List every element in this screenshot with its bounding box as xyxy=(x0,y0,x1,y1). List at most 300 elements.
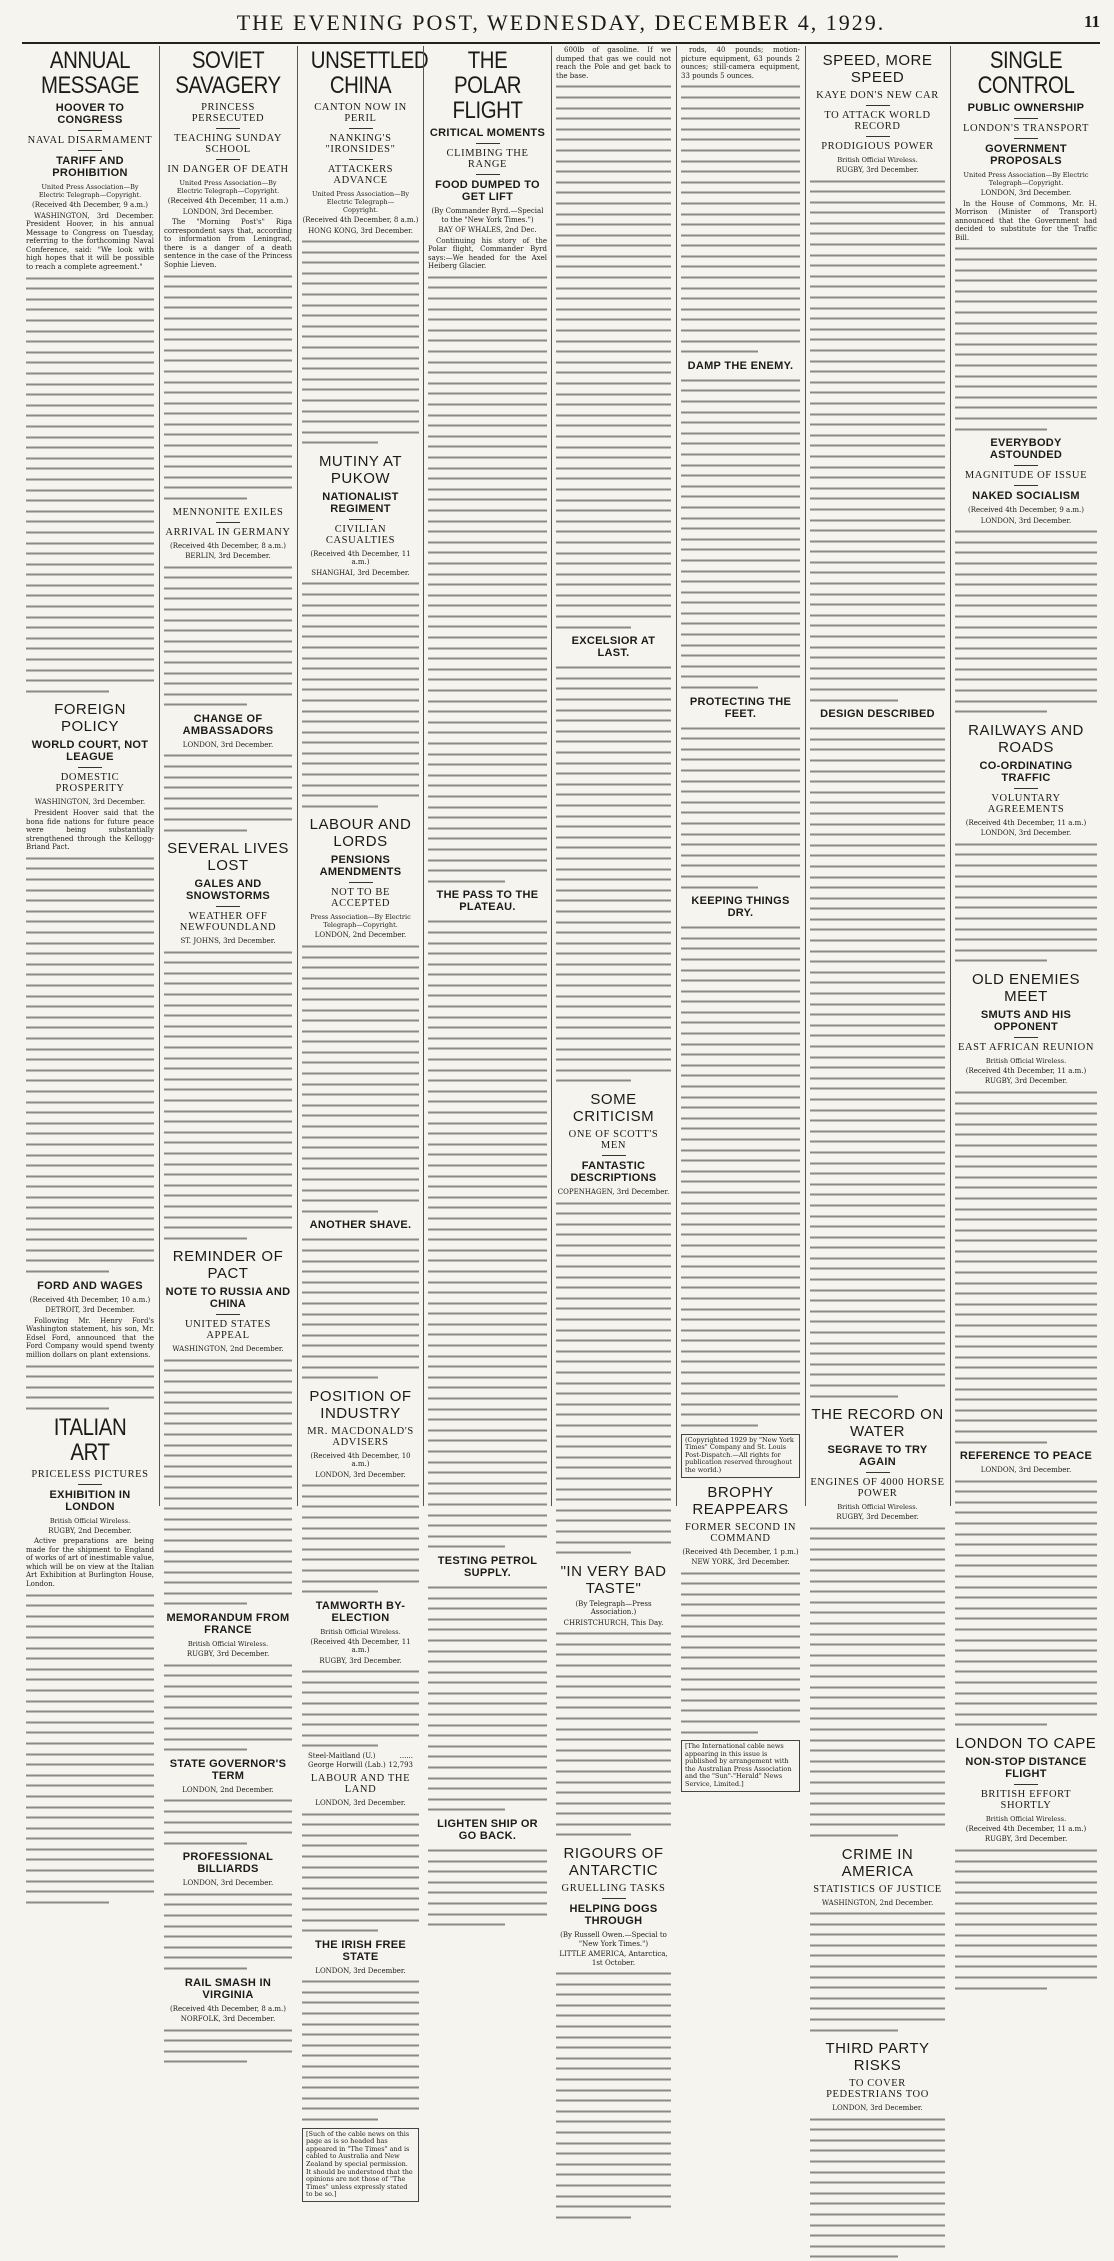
text-line xyxy=(164,420,292,429)
section-head: SOME CRITICISM xyxy=(572,1091,655,1125)
text-line xyxy=(164,1234,247,1243)
text-line xyxy=(26,1644,154,1653)
text-line xyxy=(955,1540,1097,1549)
body-text: Continuing his story of the Polar flight, Commander Byrd says:—We headed for the Axel Heiberg Glacier. xyxy=(428,236,547,271)
text-line xyxy=(164,1202,292,1211)
credit-line: Press Association—By Electric Telegraph—Copyright. xyxy=(310,913,411,930)
text-line xyxy=(556,315,671,324)
text-line xyxy=(26,1119,154,1128)
text-line xyxy=(26,401,154,410)
text-line xyxy=(26,1098,154,1107)
text-line xyxy=(26,676,154,685)
text-line xyxy=(302,1235,419,1244)
dateline: LONDON, 3rd December. xyxy=(315,1799,406,1808)
subhead: NOTE TO RUSSIA AND CHINA xyxy=(165,1286,291,1311)
text-line xyxy=(955,361,1097,370)
text-line xyxy=(955,1941,1097,1950)
subhead: CHANGE OF AMBASSADORS xyxy=(182,712,274,737)
text-line xyxy=(26,316,154,325)
text-line xyxy=(26,1151,154,1160)
text-line xyxy=(26,1686,154,1695)
text-line xyxy=(681,1135,800,1144)
subhead: DESIGN DESCRIBED xyxy=(820,708,935,721)
text-line xyxy=(955,1699,1097,1708)
text-line xyxy=(556,1055,671,1064)
deck: VOLUNTARY AGREEMENTS xyxy=(987,792,1065,815)
text-line xyxy=(302,685,419,694)
dateline: NORFOLK, 3rd December. xyxy=(180,2015,276,2024)
text-line xyxy=(810,798,945,807)
text-line xyxy=(681,619,800,628)
text-line xyxy=(955,1088,1097,1097)
text-line xyxy=(26,295,154,304)
text-line xyxy=(955,601,1097,610)
text-line xyxy=(26,1225,154,1234)
text-line xyxy=(428,1867,547,1876)
text-line xyxy=(428,432,547,441)
text-line xyxy=(681,545,800,554)
text-line xyxy=(556,93,671,102)
text-line xyxy=(810,272,945,281)
text-line xyxy=(164,1472,292,1481)
text-line xyxy=(810,463,945,472)
text-line xyxy=(164,335,292,344)
rule-divider xyxy=(1014,1037,1038,1038)
credit-line: British Official Wireless. xyxy=(49,1516,131,1525)
section-head: LONDON TO CAPE xyxy=(955,1734,1097,1752)
section-head: OLD ENEMIES MEET xyxy=(971,970,1081,1005)
section-head: "IN VERY BAD TASTE" xyxy=(560,1562,667,1597)
text-line xyxy=(681,1305,800,1314)
rule-divider xyxy=(866,105,890,106)
text-line xyxy=(955,1289,1097,1298)
text-line xyxy=(681,1294,800,1303)
text-line xyxy=(681,418,800,427)
text-line xyxy=(26,1845,154,1854)
text-line xyxy=(556,2022,671,2031)
text-line xyxy=(302,1154,419,1163)
text-line xyxy=(681,755,800,764)
text-line xyxy=(164,1796,292,1805)
body-text: rods, 40 pounds; motion-picture equipment, 63 pounds 2 ounces; still-camera equipment, 33 pounds 5 ounces. xyxy=(681,46,800,80)
text-line xyxy=(164,700,247,709)
text-line xyxy=(164,1462,292,1471)
text-line xyxy=(556,1357,671,1366)
text-line xyxy=(428,728,547,737)
text-line xyxy=(810,335,945,344)
text-line xyxy=(810,1275,945,1284)
text-line xyxy=(556,199,671,208)
text-line xyxy=(810,452,945,461)
text-line xyxy=(26,390,154,399)
text-line xyxy=(681,1018,800,1027)
text-line xyxy=(681,167,800,176)
text-line xyxy=(26,1866,154,1875)
text-line xyxy=(810,904,945,913)
table-cell: Steel-Maitland (U.) xyxy=(308,1751,376,1760)
text-line xyxy=(26,560,154,569)
text-line xyxy=(428,570,547,579)
text-line xyxy=(681,450,800,459)
text-line xyxy=(302,375,419,384)
subhead: NATIONALIST REGIMENT xyxy=(322,490,399,515)
text-line xyxy=(302,974,419,983)
text-line xyxy=(428,1352,547,1361)
text-line xyxy=(810,685,945,694)
text-line xyxy=(556,241,671,250)
text-line xyxy=(810,399,945,408)
text-line xyxy=(681,535,800,544)
text-line xyxy=(26,1214,154,1223)
text-line xyxy=(681,1326,800,1335)
deck: STATISTICS OF JUSTICE xyxy=(813,1883,942,1895)
text-line xyxy=(955,1878,1097,1887)
text-line xyxy=(26,1665,154,1674)
text-line xyxy=(302,1841,419,1850)
deck: KAYE DON'S NEW CAR xyxy=(816,90,939,101)
table-row xyxy=(302,1761,419,1770)
text-line xyxy=(681,734,800,743)
text-line xyxy=(556,220,671,229)
subhead: EXHIBITION IN LONDON xyxy=(49,1488,131,1513)
text-line xyxy=(302,364,419,373)
text-line xyxy=(810,357,945,366)
headline: UNSETTLED CHINA xyxy=(310,47,429,99)
credit-line: British Official Wireless. xyxy=(837,1503,918,1512)
text-line xyxy=(26,1803,154,1812)
text-line xyxy=(302,2104,419,2113)
text-line xyxy=(428,803,547,812)
text-line xyxy=(302,1186,419,1195)
text-line xyxy=(681,482,800,491)
text-line xyxy=(955,372,1097,381)
text-line xyxy=(681,840,800,849)
text-line xyxy=(556,684,671,693)
text-line xyxy=(428,379,547,388)
text-line xyxy=(428,1436,547,1445)
text-line xyxy=(164,563,292,572)
subhead: GOVERNMENT PROPOSALS xyxy=(985,143,1067,167)
text-line xyxy=(810,1159,945,1168)
credit-line: United Press Association—By Electric Telegraph—Copyright. xyxy=(38,183,142,199)
text-line xyxy=(428,686,547,695)
text-line xyxy=(955,1162,1097,1171)
text-line xyxy=(164,378,292,387)
text-line xyxy=(302,1678,419,1687)
text-line xyxy=(955,1236,1097,1245)
text-line xyxy=(26,687,109,696)
text-line xyxy=(164,1922,292,1931)
deck: GRUELLING TASKS xyxy=(561,1883,666,1895)
text-line xyxy=(681,1167,800,1176)
text-line xyxy=(810,2157,945,2166)
text-line xyxy=(810,1084,945,1093)
subhead: SMUTS AND HIS OPPONENT xyxy=(980,1008,1072,1033)
text-line xyxy=(164,1096,292,1105)
text-line xyxy=(428,1383,547,1392)
text-line xyxy=(302,428,419,437)
text-line xyxy=(302,1101,419,1110)
text-line xyxy=(556,2107,671,2116)
text-line xyxy=(302,258,419,267)
text-line xyxy=(681,1379,800,1388)
text-line xyxy=(955,1657,1097,1666)
text-line xyxy=(164,1714,292,1723)
text-line xyxy=(428,1193,547,1202)
text-line xyxy=(955,946,1097,955)
text-line xyxy=(810,2221,945,2230)
text-line xyxy=(164,616,292,625)
text-line xyxy=(810,505,945,514)
text-line xyxy=(164,1138,292,1147)
text-line xyxy=(428,273,547,282)
text-line xyxy=(302,717,419,726)
text-line xyxy=(556,1788,671,1797)
text-line xyxy=(164,325,292,334)
text-line xyxy=(955,255,1097,264)
text-line xyxy=(681,819,800,828)
text-line xyxy=(955,1614,1097,1623)
text-line xyxy=(26,1781,154,1790)
text-line xyxy=(26,570,154,579)
text-line xyxy=(428,453,547,462)
deck: BRITISH EFFORT SHORTLY xyxy=(980,1788,1072,1811)
text-line xyxy=(302,781,419,790)
dateline: BERLIN, 3rd December. xyxy=(185,552,271,561)
text-line xyxy=(302,1524,419,1533)
text-line xyxy=(302,1037,419,1046)
text-line xyxy=(26,854,154,863)
subhead: HELPING DOGS THROUGH xyxy=(569,1903,658,1928)
text-line xyxy=(164,1043,292,1052)
text-line xyxy=(810,1169,945,1178)
text-line xyxy=(955,612,1097,621)
text-line xyxy=(26,1697,154,1706)
text-line xyxy=(164,1075,292,1084)
text-line xyxy=(164,1011,292,1020)
subhead: THE PASS TO THE PLATEAU. xyxy=(436,889,539,914)
text-line xyxy=(810,2146,945,2155)
text-line xyxy=(556,992,671,1001)
text-line xyxy=(955,1984,1047,1993)
text-line xyxy=(302,1894,419,1903)
text-line xyxy=(164,594,292,603)
text-line xyxy=(556,2011,671,2020)
text-line xyxy=(681,439,800,448)
text-line xyxy=(955,1572,1097,1581)
text-line xyxy=(26,1087,154,1096)
text-line xyxy=(681,347,758,356)
text-line xyxy=(302,1122,419,1131)
text-line xyxy=(681,1653,800,1662)
text-line xyxy=(681,241,800,250)
dateline: WASHINGTON, 2nd December. xyxy=(821,1898,934,1907)
text-line xyxy=(26,496,154,505)
text-line xyxy=(164,773,292,782)
text-line xyxy=(26,1129,154,1138)
text-line xyxy=(681,651,800,660)
text-line xyxy=(428,1172,547,1181)
text-line xyxy=(302,1257,419,1266)
text-line xyxy=(302,396,419,405)
text-line xyxy=(955,1416,1097,1425)
rule-divider xyxy=(1014,485,1038,486)
text-line xyxy=(810,198,945,207)
text-line xyxy=(681,503,800,512)
text-line xyxy=(556,114,671,123)
text-line xyxy=(955,697,1097,706)
text-line xyxy=(302,1699,419,1708)
text-line xyxy=(681,1632,800,1641)
deck: MAGNITUDE OF ISSUE xyxy=(964,470,1088,482)
text-line xyxy=(302,601,419,610)
text-line xyxy=(810,1349,945,1358)
text-line xyxy=(302,1884,419,1893)
text-line xyxy=(302,1555,419,1564)
text-line xyxy=(556,1538,671,1547)
text-line xyxy=(955,244,1097,253)
text-line xyxy=(810,1545,945,1554)
text-line xyxy=(681,588,800,597)
text-line xyxy=(955,1899,1097,1908)
text-line xyxy=(955,1962,1097,1971)
text-line xyxy=(302,963,419,972)
text-line xyxy=(556,2160,671,2169)
text-line xyxy=(428,970,547,979)
text-line xyxy=(955,1593,1097,1602)
dateline: NEW YORK, 3rd December. xyxy=(691,1558,790,1567)
text-line xyxy=(810,2189,945,2198)
column-divider xyxy=(805,46,806,1506)
text-line xyxy=(302,2073,419,2082)
text-line xyxy=(302,942,419,951)
text-line xyxy=(556,1725,671,1734)
text-line xyxy=(556,104,671,113)
text-line xyxy=(428,1615,547,1624)
text-line xyxy=(556,1506,671,1515)
text-line xyxy=(681,262,800,271)
text-line xyxy=(302,1331,419,1340)
text-line xyxy=(955,1141,1097,1150)
text-line xyxy=(810,989,945,998)
text-line xyxy=(164,282,292,291)
text-line xyxy=(428,1899,547,1908)
text-line xyxy=(302,1278,419,1287)
headline: ANNUAL MESSAGE xyxy=(41,47,139,99)
text-line xyxy=(428,1320,547,1329)
dateline: RUGBY, 3rd December. xyxy=(836,166,919,174)
text-line xyxy=(556,1220,671,1229)
dateline: RUGBY, 3rd December. xyxy=(984,1077,1068,1086)
text-line xyxy=(810,2168,945,2177)
text-line xyxy=(681,1241,800,1250)
text-line xyxy=(428,315,547,324)
text-line xyxy=(556,2001,671,2010)
text-line xyxy=(428,1774,547,1783)
text-line xyxy=(955,1530,1097,1539)
text-line xyxy=(681,524,800,533)
text-line xyxy=(681,766,800,775)
text-line xyxy=(428,1002,547,1011)
text-line xyxy=(26,1855,154,1864)
text-line xyxy=(428,548,547,557)
text-line xyxy=(810,1137,945,1146)
text-line xyxy=(681,1040,800,1049)
text-line xyxy=(556,1034,671,1043)
text-line xyxy=(428,1013,547,1022)
text-line xyxy=(681,1675,800,1684)
text-line xyxy=(810,1941,945,1950)
text-line xyxy=(164,430,292,439)
text-line xyxy=(302,1545,419,1554)
text-line xyxy=(955,1279,1097,1288)
text-line xyxy=(302,759,419,768)
text-line xyxy=(26,411,154,420)
text-line xyxy=(26,1813,154,1822)
text-line xyxy=(556,252,671,261)
text-line xyxy=(428,866,547,875)
text-line xyxy=(556,1661,671,1670)
text-line xyxy=(428,1405,547,1414)
headline: ITALIAN ART xyxy=(53,1413,127,1466)
subhead: NON-STOP DISTANCE FLIGHT xyxy=(965,1755,1087,1780)
dateline: HONG KONG, 3rd December. xyxy=(308,226,413,235)
dateline: LONDON, 3rd December. xyxy=(182,1879,274,1888)
text-line xyxy=(164,1703,292,1712)
text-line xyxy=(681,1061,800,1070)
text-line xyxy=(955,414,1097,423)
text-line xyxy=(164,1107,292,1116)
headline: SOVIET SAVAGERY xyxy=(175,47,281,99)
text-line xyxy=(428,1678,547,1687)
text-line xyxy=(26,1792,154,1801)
text-line xyxy=(681,135,800,144)
text-line xyxy=(26,917,154,926)
text-line xyxy=(955,1519,1097,1528)
text-line xyxy=(810,1243,945,1252)
text-line xyxy=(556,1230,671,1239)
dateline: LONDON, 2nd December. xyxy=(182,1785,274,1794)
text-line xyxy=(810,735,945,744)
text-line xyxy=(302,984,419,993)
text-line xyxy=(955,675,1097,684)
text-line xyxy=(955,1973,1097,1982)
text-line xyxy=(302,407,419,416)
text-line xyxy=(428,1763,547,1772)
text-line xyxy=(428,877,505,886)
text-line xyxy=(302,279,419,288)
text-line xyxy=(556,1527,671,1536)
column-divider xyxy=(297,46,298,1506)
text-line xyxy=(302,1863,419,1872)
dateline: LONDON, 3rd December. xyxy=(182,207,274,216)
text-line xyxy=(428,517,547,526)
text-line xyxy=(428,949,547,958)
text-line xyxy=(26,644,154,653)
text-line xyxy=(164,948,292,957)
text-line xyxy=(810,516,945,525)
text-line xyxy=(556,284,671,293)
credit-line: United Press Association—By Electric Telegraph—Copyright. xyxy=(176,179,280,195)
text-line xyxy=(955,707,1047,716)
text-line xyxy=(556,1463,671,1472)
text-line xyxy=(164,1504,292,1513)
table-row xyxy=(302,1752,419,1761)
text-line xyxy=(681,1230,800,1239)
text-line xyxy=(556,2213,631,2222)
text-line xyxy=(556,1969,671,1978)
text-line xyxy=(556,1809,671,1818)
